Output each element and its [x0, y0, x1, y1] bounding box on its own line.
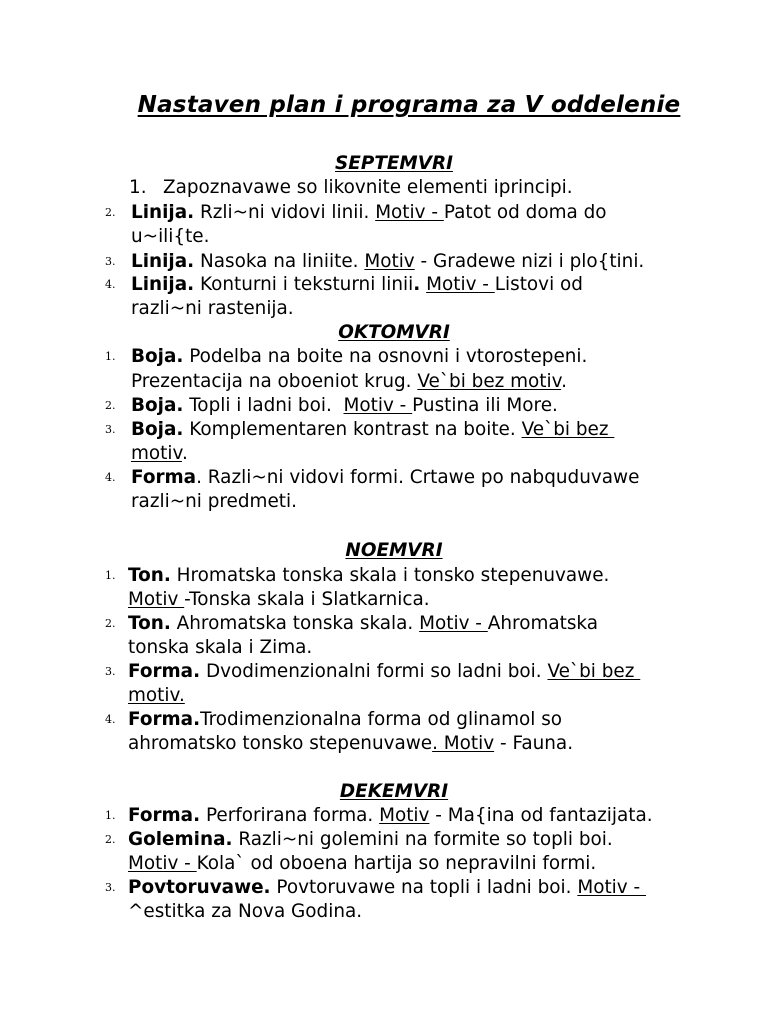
item-text: Komplementaren kontrast na boite. — [183, 419, 522, 440]
list-text — [128, 564, 609, 588]
list-text-continuation: razli~ni predmeti. — [131, 491, 297, 512]
list-number: 2. — [105, 206, 116, 219]
item-keyword: Linija. — [131, 202, 195, 223]
item-text: Prezentacija na oboeniot krug. — [131, 371, 418, 392]
list-text: Zapoznavawe so likovnite elementi iprincipi. — [163, 177, 573, 198]
item-text: - Gradewe nizi i plo{tini. — [414, 251, 645, 272]
list-text-continuation — [128, 684, 185, 708]
list-text-continuation — [128, 852, 596, 876]
motiv-label: Motiv - — [426, 274, 495, 295]
list-text-continuation: tonska skala i Zima. — [128, 637, 313, 658]
list-number: 1. — [129, 177, 147, 198]
item-text: . — [181, 443, 188, 464]
list-number: 3. — [105, 665, 116, 678]
month-heading-oktomvri: OKTOMVRI — [338, 322, 450, 343]
list-number: 2. — [105, 833, 116, 846]
item-keyword: Forma. — [128, 709, 201, 730]
item-text: Hromatska tonska skala i tonsko stepenuvawe. — [170, 565, 610, 586]
item-text: Razli~ni golemini na formite so topli boi. — [232, 829, 613, 850]
motiv-label: Ve`bi bez motiv — [417, 371, 562, 392]
list-text — [128, 660, 640, 684]
list-text — [128, 828, 613, 852]
item-text: Povtoruvawe na topli i ladni boi. — [270, 877, 578, 898]
item-text: Listovi od — [494, 274, 583, 295]
item-text: Patot od doma do — [443, 202, 607, 223]
item-text: Perforirana forma. — [200, 805, 380, 826]
list-number: 4. — [105, 278, 116, 291]
motiv-label: Motiv - — [577, 877, 646, 898]
item-text: Topli i ladni boi. — [183, 395, 344, 416]
motiv-label: Motiv - — [419, 613, 488, 634]
motiv-label: Ve`bi bez — [521, 419, 615, 440]
item-keyword: Forma. — [128, 805, 201, 826]
list-number: 3. — [105, 423, 116, 436]
list-text-continuation — [131, 370, 567, 394]
motiv-label: Motiv — [379, 805, 430, 826]
motiv-label: Motiv - — [343, 395, 413, 416]
item-keyword: Forma. — [128, 661, 201, 682]
list-number: 2. — [105, 617, 116, 630]
item-text: Podelba na boite na osnovni i vtorostepeni. — [183, 346, 588, 367]
item-text: . Razli~ni vidovi formi. Crtawe po nabquduvawe — [196, 467, 640, 488]
motiv-label: . Motiv — [432, 733, 495, 754]
list-text — [128, 708, 562, 732]
item-text: -Tonska skala i Slatkarnica. — [184, 589, 430, 610]
list-text — [128, 612, 598, 636]
list-text-continuation: ^estitka za Nova Godina. — [128, 901, 363, 922]
item-keyword: Boja. — [131, 419, 184, 440]
motiv-label: Motiv — [128, 589, 185, 610]
list-number: 2. — [105, 399, 116, 412]
month-heading-noemvri: NOEMVRI — [345, 540, 443, 561]
list-text-continuation — [128, 732, 573, 756]
list-number: 3. — [105, 881, 116, 894]
list-number: 3. — [105, 255, 116, 268]
list-text — [131, 201, 607, 225]
list-number: 4. — [105, 713, 116, 726]
motiv-label: Motiv - — [128, 853, 197, 874]
list-number: 1. — [105, 809, 116, 822]
item-text: - Ma{ina od fantazijata. — [429, 805, 653, 826]
item-keyword: Ton. — [128, 565, 171, 586]
list-text — [128, 876, 646, 900]
item-keyword: Forma — [131, 467, 197, 488]
item-text: Pustina ili More. — [412, 395, 558, 416]
item-text: Kola` od oboena hartija so nepravilni formi. — [196, 853, 597, 874]
list-text — [128, 804, 653, 828]
item-keyword: . — [413, 274, 421, 295]
list-text — [131, 345, 587, 369]
motiv-label: motiv. — [128, 685, 185, 706]
list-text-continuation — [131, 442, 188, 466]
list-text-continuation: razli~ni rastenija. — [131, 298, 294, 319]
item-text: - Fauna. — [494, 733, 574, 754]
list-number: 1. — [105, 569, 116, 582]
list-text-continuation: u~ili{te. — [131, 226, 210, 247]
month-heading-septemvri: SEPTEMVRI — [335, 153, 453, 174]
list-number: 4. — [105, 471, 116, 484]
item-keyword: Linija. — [131, 251, 195, 272]
document-title: Nastaven plan i programa za V oddelenie — [137, 92, 681, 118]
motiv-label: Motiv — [364, 251, 415, 272]
item-text: Ahromatska tonska skala. — [170, 613, 420, 634]
item-keyword: Ton. — [128, 613, 171, 634]
list-text — [131, 418, 614, 442]
list-text-continuation — [128, 588, 430, 612]
item-text: Rzli~ni vidovi linii. — [194, 202, 376, 223]
item-text: Ahromatska — [487, 613, 599, 634]
list-text — [131, 466, 639, 490]
list-text — [131, 250, 644, 274]
item-text: ahromatsko tonsko stepenuvawe — [128, 733, 433, 754]
motiv-label: motiv — [131, 443, 182, 464]
item-keyword: Golemina. — [128, 829, 233, 850]
item-text: . — [561, 371, 567, 392]
item-keyword: Linija. — [131, 274, 195, 295]
list-text — [131, 273, 583, 297]
item-keyword: Boja. — [131, 395, 184, 416]
list-text — [131, 394, 558, 418]
item-keyword: Boja. — [131, 346, 184, 367]
month-heading-dekemvri: DEKEMVRI — [339, 781, 449, 802]
list-number: 1. — [105, 350, 116, 363]
item-text: Dvodimenzionalni formi so ladni boi. — [200, 661, 548, 682]
motiv-label: Ve`bi bez — [547, 661, 641, 682]
item-text: Trodimenzionalna forma od glinamol so — [200, 709, 563, 730]
motiv-label: Motiv - — [375, 202, 444, 223]
item-keyword: Povtoruvawe. — [128, 877, 271, 898]
item-text: Nasoka na liniite. — [194, 251, 365, 272]
item-text: Konturni i teksturni linii — [194, 274, 414, 295]
